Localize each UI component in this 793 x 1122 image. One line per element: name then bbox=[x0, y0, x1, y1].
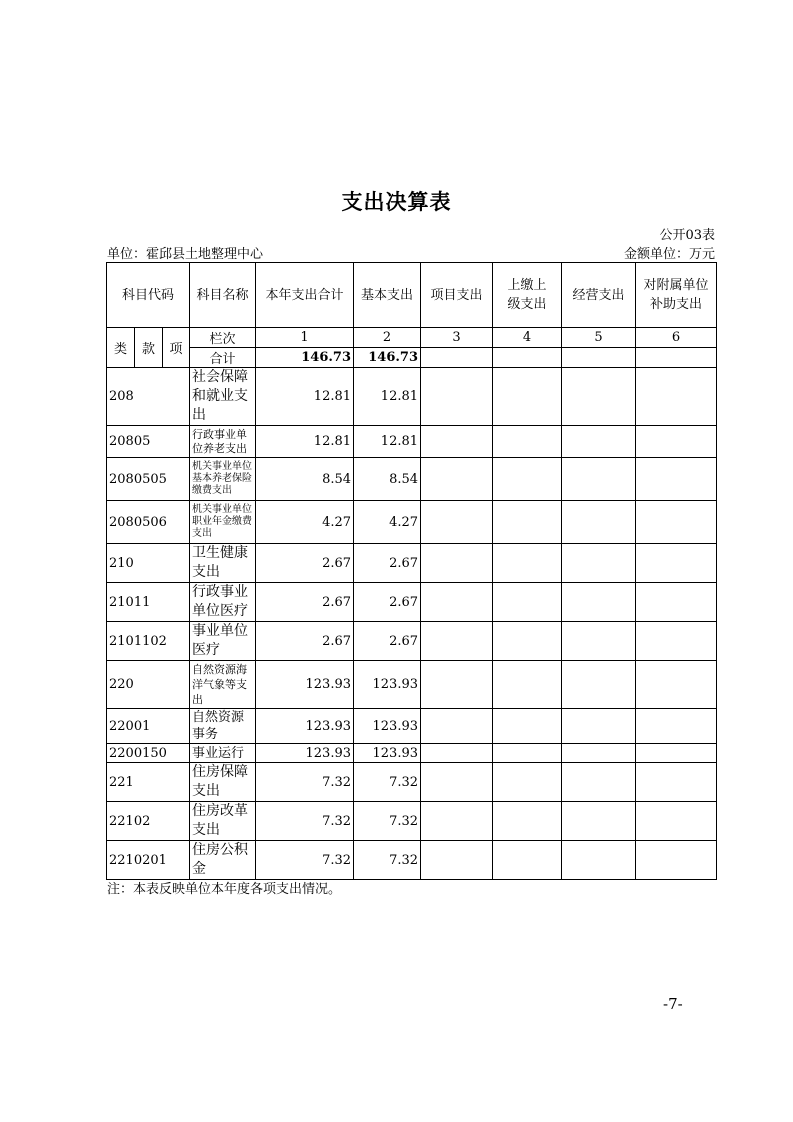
row-name: 社会保障和就业支出 bbox=[190, 368, 256, 426]
header-code: 科目代码 bbox=[107, 263, 190, 328]
row-basic: 4.27 bbox=[354, 501, 421, 544]
row-total: 7.32 bbox=[256, 802, 354, 841]
row-basic: 123.93 bbox=[354, 709, 421, 744]
col-num-1: 1 bbox=[256, 328, 354, 348]
row-code: 22001 bbox=[107, 709, 190, 744]
row-total: 2.67 bbox=[256, 622, 354, 661]
row-code: 2080505 bbox=[107, 458, 190, 501]
row-total: 2.67 bbox=[256, 544, 354, 583]
form-number: 公开03表 bbox=[659, 228, 715, 243]
row-basic: 12.81 bbox=[354, 426, 421, 458]
row-name: 行政事业单位养老支出 bbox=[190, 426, 256, 458]
row-name: 住房公积金 bbox=[190, 841, 256, 880]
col-num-5: 5 bbox=[562, 328, 636, 348]
table-row bbox=[107, 544, 717, 583]
row-code: 221 bbox=[107, 763, 190, 802]
header-upper: 上缴上级支出 bbox=[493, 263, 562, 328]
row-total: 12.81 bbox=[256, 368, 354, 426]
row-basic: 12.81 bbox=[354, 368, 421, 426]
row-code: 2080506 bbox=[107, 501, 190, 544]
col-num-3: 3 bbox=[421, 328, 493, 348]
table-row bbox=[107, 709, 717, 744]
col-num-6: 6 bbox=[636, 328, 717, 348]
header-name: 科目名称 bbox=[190, 263, 256, 328]
table-row bbox=[107, 661, 717, 709]
row-total: 123.93 bbox=[256, 709, 354, 744]
row-name: 住房保障支出 bbox=[190, 763, 256, 802]
row-code: 22102 bbox=[107, 802, 190, 841]
col-num-2: 2 bbox=[354, 328, 421, 348]
table-row bbox=[107, 501, 717, 544]
row-total: 123.93 bbox=[256, 661, 354, 709]
row-name: 机关事业单位职业年金缴费支出 bbox=[190, 501, 256, 544]
row-name: 卫生健康支出 bbox=[190, 544, 256, 583]
row-basic: 7.32 bbox=[354, 841, 421, 880]
header-business: 经营支出 bbox=[562, 263, 636, 328]
row-total: 8.54 bbox=[256, 458, 354, 501]
total-row bbox=[107, 348, 717, 368]
row-basic: 2.67 bbox=[354, 583, 421, 622]
table-row bbox=[107, 744, 717, 763]
table-row bbox=[107, 763, 717, 802]
row-name: 事业单位医疗 bbox=[190, 622, 256, 661]
row-total: 7.32 bbox=[256, 763, 354, 802]
row-basic: 7.32 bbox=[354, 802, 421, 841]
header-total: 本年支出合计 bbox=[256, 263, 354, 328]
table-row bbox=[107, 802, 717, 841]
header-subsidy: 对附属单位补助支出 bbox=[636, 263, 717, 328]
row-total: 4.27 bbox=[256, 501, 354, 544]
row-name: 自然资源事务 bbox=[190, 709, 256, 744]
row-code: 210 bbox=[107, 544, 190, 583]
row-name: 行政事业单位医疗 bbox=[190, 583, 256, 622]
total-amount: 146.73 bbox=[256, 348, 354, 368]
table-row bbox=[107, 458, 717, 501]
total-label: 合计 bbox=[190, 348, 256, 368]
page-number: -7- bbox=[663, 995, 683, 1013]
table-row bbox=[107, 841, 717, 880]
table-row bbox=[107, 622, 717, 661]
row-code: 21011 bbox=[107, 583, 190, 622]
row-name: 机关事业单位基本养老保险缴费支出 bbox=[190, 458, 256, 501]
header-xiang: 项 bbox=[163, 328, 190, 368]
row-basic: 7.32 bbox=[354, 763, 421, 802]
column-number-row bbox=[107, 328, 717, 348]
row-total: 12.81 bbox=[256, 426, 354, 458]
row-basic: 123.93 bbox=[354, 661, 421, 709]
row-code: 20805 bbox=[107, 426, 190, 458]
col-num-4: 4 bbox=[493, 328, 562, 348]
row-code: 220 bbox=[107, 661, 190, 709]
header-row bbox=[107, 263, 717, 328]
table-row bbox=[107, 583, 717, 622]
row-basic: 8.54 bbox=[354, 458, 421, 501]
total-basic: 146.73 bbox=[354, 348, 421, 368]
row-total: 7.32 bbox=[256, 841, 354, 880]
header-lanci: 栏次 bbox=[190, 328, 256, 348]
expenditure-table bbox=[106, 262, 717, 880]
row-code: 208 bbox=[107, 368, 190, 426]
row-basic: 2.67 bbox=[354, 622, 421, 661]
row-code: 2101102 bbox=[107, 622, 190, 661]
table-row bbox=[107, 426, 717, 458]
money-unit-label: 金额单位：万元 bbox=[623, 247, 715, 262]
row-name: 自然资源海洋气象等支出 bbox=[190, 661, 256, 709]
table-row bbox=[107, 368, 717, 426]
header-kuan: 款 bbox=[135, 328, 163, 368]
row-code: 2200150 bbox=[107, 744, 190, 763]
row-basic: 123.93 bbox=[354, 744, 421, 763]
header-project: 项目支出 bbox=[421, 263, 493, 328]
row-name: 住房改革支出 bbox=[190, 802, 256, 841]
row-name: 事业运行 bbox=[190, 744, 256, 763]
header-lei: 类 bbox=[107, 328, 135, 368]
header-basic: 基本支出 bbox=[354, 263, 421, 328]
row-total: 123.93 bbox=[256, 744, 354, 763]
row-total: 2.67 bbox=[256, 583, 354, 622]
table-note: 注：本表反映单位本年度各项支出情况。 bbox=[107, 882, 342, 897]
row-code: 2210201 bbox=[107, 841, 190, 880]
unit-label: 单位：霍邱县土地整理中心 bbox=[107, 247, 264, 262]
row-basic: 2.67 bbox=[354, 544, 421, 583]
page-title: 支出决算表 bbox=[341, 190, 452, 214]
